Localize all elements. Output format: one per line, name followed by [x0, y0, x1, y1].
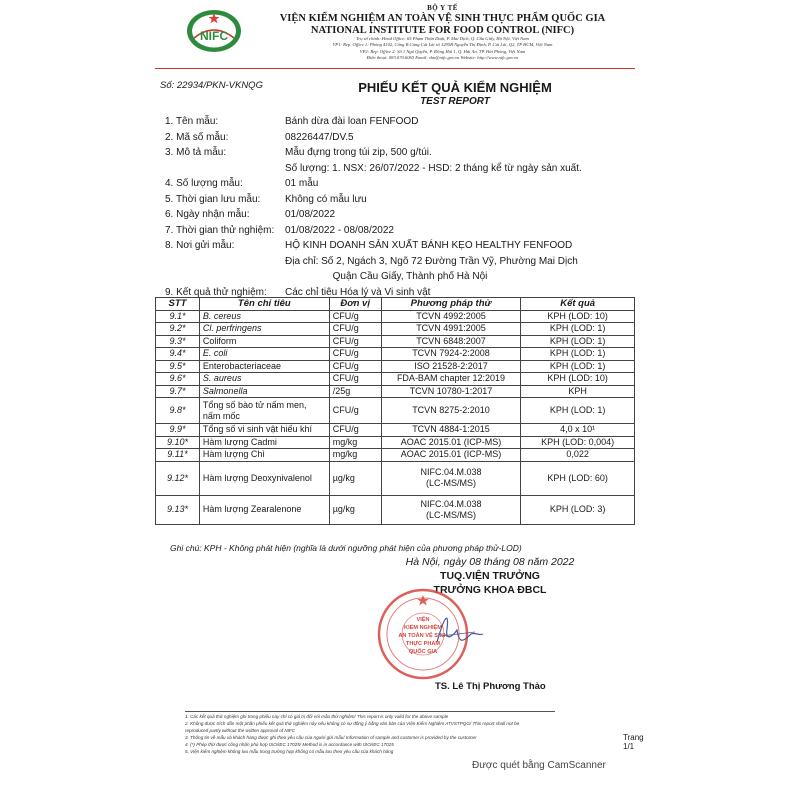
cell-method: AOAC 2015.01 (ICP-MS): [381, 436, 521, 449]
cell-unit: CFU/g: [329, 360, 381, 373]
cell-name: B. cereus: [199, 310, 329, 323]
info-value: 01/08/2022: [285, 209, 336, 220]
info-label: 5. Thời gian lưu mẫu:: [165, 193, 261, 205]
cell-result: 0,022: [521, 449, 635, 462]
info-value: Mẫu đựng trong túi zip, 500 g/túi.: [285, 147, 432, 158]
cell-stt: 9.10*: [156, 436, 200, 449]
method-line: NIFC.04.M.038: [420, 467, 482, 477]
cell-unit: CFU/g: [329, 335, 381, 348]
page-number: Trang 1/1: [623, 733, 644, 751]
cell-result: KPH (LOD: 3): [521, 495, 635, 524]
report-title-vn: PHIẾU KẾT QUẢ KIỂM NGHIỆM: [358, 80, 552, 95]
cell-stt: 9.7*: [156, 385, 200, 398]
info-label: 9. Kết quả thử nghiệm:: [165, 286, 267, 298]
cell-name: S. aureus: [199, 373, 329, 386]
results-table: [155, 297, 635, 525]
table-row: [156, 360, 635, 373]
info-value: 08226447/DV.5: [285, 131, 354, 143]
header-divider: [155, 68, 635, 69]
cell-stt: 9.4*: [156, 348, 200, 361]
cell-result: KPH (LOD: 10): [521, 373, 635, 386]
info-value: 01/08/2022 - 08/08/2022: [285, 224, 394, 236]
cell-name: Hàm lượng Chì: [199, 449, 329, 462]
info-label: 1. Tên mẫu:: [165, 116, 219, 127]
report-title-en: TEST REPORT: [420, 96, 490, 107]
table-row: [156, 335, 635, 348]
cell-result: KPH (LOD: 10): [521, 310, 635, 323]
table-row: [156, 398, 635, 424]
table-row: [156, 461, 635, 495]
institute-name-vn: VIỆN KIỂM NGHIỆM AN TOÀN VỆ SINH THỰC PHẨM QUỐC GIA: [279, 13, 606, 24]
cell-unit: /25g: [329, 385, 381, 398]
nifc-logo: [185, 8, 243, 54]
svg-text:KIỂM NGHIỆM: KIỂM NGHIỆM: [404, 625, 442, 631]
cell-name: Hàm lượng Cadmi: [199, 436, 329, 449]
scanner-watermark: Được quét bằng CamScanner: [472, 760, 606, 771]
table-row: [156, 385, 635, 398]
cell-stt: 9.6*: [156, 373, 200, 386]
cell-method: AOAC 2015.01 (ICP-MS): [381, 449, 521, 462]
cell-method: TCVN 6848:2007: [381, 335, 521, 348]
cell-result: 4,0 x 10¹: [521, 424, 635, 437]
signer-name: TS. Lê Thị Phương Thảo: [435, 681, 546, 692]
cell-stt: 9.13*: [156, 495, 200, 524]
address-line: VP2: Rep. Office 2: Số 1 Ngô Quyền, P. Đông Hải 1, Q. Hải An, TP. Hải Phòng, Việt Nam: [359, 48, 526, 54]
col-header-stt: STT: [156, 298, 200, 311]
info-value: Không có mẫu lưu: [285, 193, 367, 205]
cell-result: KPH (LOD: 1): [521, 398, 635, 424]
cell-method: TCVN 10780-1:2017: [381, 385, 521, 398]
col-header-unit: Đơn vị: [329, 298, 381, 311]
table-row: [156, 373, 635, 386]
cell-name: E. coli: [199, 348, 329, 361]
cell-unit: CFU/g: [329, 398, 381, 424]
info-row: [165, 256, 635, 272]
cell-result: KPH (LOD: 1): [521, 360, 635, 373]
info-value: Số lượng: 1. NSX: 26/07/2022 - HSD: 2 tháng kể từ ngày sản xuất.: [285, 162, 582, 174]
sample-info: [165, 116, 635, 302]
cell-result: KPH: [521, 385, 635, 398]
cell-unit: CFU/g: [329, 310, 381, 323]
cell-stt: 9.5*: [156, 360, 200, 373]
address-line: VP1: Rep. Office 1: Phòng 4102, Cổng B Càng Cát Lái số 1295B Nguyễn Thị Định, P. Cát Lái, Q2, TP HCM, Việt Nam: [332, 42, 553, 48]
cell-name: Coliform: [199, 335, 329, 348]
issue-date: Hà Nội, ngày 08 tháng 08 năm 2022: [405, 556, 575, 568]
cell-result: KPH (LOD: 1): [521, 335, 635, 348]
cell-method: [381, 495, 521, 524]
document-number: Số: 22934/PKN-VKNQG: [160, 80, 263, 91]
footer-note: 5. Viện kiểm nghiệm không lưu mẫu trong trường hợp không có mẫu lưu theo yêu cầu của khách hàng: [185, 749, 394, 755]
cell-unit: CFU/g: [329, 323, 381, 336]
institute-header: [250, 4, 635, 62]
cell-stt: 9.1*: [156, 310, 200, 323]
method-line: (LC-MS/MS): [425, 509, 476, 520]
cell-name: Cl. perfringens: [199, 323, 329, 336]
cell-stt: 9.3*: [156, 335, 200, 348]
cell-stt: 9.8*: [156, 398, 200, 424]
official-stamp: [375, 584, 485, 684]
cell-stt: 9.12*: [156, 461, 200, 495]
contact-line: Điện thoại: 083.070.6065 Email: vkn@nifc.gov.vn Website: http://www.nifc.gov.vn: [366, 55, 519, 61]
svg-text:THỰC PHẨM: THỰC PHẨM: [405, 641, 441, 647]
cell-stt: 9.2*: [156, 323, 200, 336]
address-line: Trụ sở chính: Head Office: 65 Phạm Thận Duật, P. Mai Dịch, Q. Cầu Giấy, Hà Nội, Việt Nam: [356, 36, 529, 41]
cell-method: TCVN 7924-2:2008: [381, 348, 521, 361]
info-row: [165, 209, 635, 225]
cell-name: Hàm lượng Zearalenone: [199, 495, 329, 524]
info-row: [165, 147, 635, 163]
institute-name-en: NATIONAL INSTITUTE FOR FOOD CONTROL (NIFC): [310, 25, 575, 36]
info-row: [165, 178, 635, 194]
cell-result: KPH (LOD: 60): [521, 461, 635, 495]
test-report-page: [155, 0, 644, 793]
cell-unit: mg/kg: [329, 449, 381, 462]
cell-stt: 9.11*: [156, 449, 200, 462]
info-label: 6. Ngày nhận mẫu:: [165, 209, 250, 220]
info-label: 3. Mô tả mẫu:: [165, 147, 227, 158]
footer-divider: [185, 711, 555, 712]
table-row: [156, 348, 635, 361]
info-row: [165, 132, 635, 148]
cell-method: [381, 461, 521, 495]
cell-name: Tổng số bào tử nấm men, nấm mốc: [199, 398, 329, 424]
footer-note: 1. Các kết quả thử nghiệm ghi trong phiếu này chỉ có giá trị đối với mẫu thử nghiệm/ This report is only valid for the above sample: [185, 714, 449, 719]
table-row: [156, 495, 635, 524]
info-row: [165, 163, 635, 179]
svg-text:VIỆN: VIỆN: [416, 617, 430, 623]
col-header-method: Phương pháp thử: [381, 298, 521, 311]
cell-method: ISO 21528-2:2017: [381, 360, 521, 373]
footer-note: 3. Thông tin về mẫu và khách hàng được ghi theo yêu cầu của người gửi mẫu/ Information of sample and customer is provided by the customer: [185, 735, 477, 741]
info-row: [165, 225, 635, 241]
table-row: [156, 310, 635, 323]
cell-name: Salmonella: [199, 385, 329, 398]
cell-result: KPH (LOD: 1): [521, 348, 635, 361]
cell-unit: µg/kg: [329, 461, 381, 495]
info-row: [165, 116, 635, 132]
footer-note: reproduced partly without the written approval of NIFC: [185, 728, 296, 734]
info-value: Quận Cầu Giấy, Thành phố Hà Nội: [332, 271, 488, 282]
info-label: 2. Mã số mẫu:: [165, 131, 229, 143]
table-row: [156, 449, 635, 462]
cell-method: TCVN 4884-1:2015: [381, 424, 521, 437]
info-row: [165, 194, 635, 210]
cell-result: KPH (LOD: 0,004): [521, 436, 635, 449]
cell-method: FDA-BAM chapter 12:2019: [381, 373, 521, 386]
cell-result: KPH (LOD: 1): [521, 323, 635, 336]
info-value: Các chỉ tiêu Hóa lý và Vi sinh vật: [285, 286, 431, 298]
table-row: [156, 323, 635, 336]
table-row: [156, 424, 635, 437]
footer-notes: [185, 713, 565, 756]
cell-unit: µg/kg: [329, 495, 381, 524]
footer-note: 2. Không được trích dẫn một phần phiếu kết quả thử nghiệm này nếu không có sự đồng ý bằng văn bản của Viện Kiểm Nghiệm ATVSTPQG/ This report shall not be: [185, 721, 520, 727]
info-value: Địa chỉ: Số 2, Ngách 3, Ngõ 72 Đường Trần Vỹ, Phường Mai Dịch: [285, 255, 578, 267]
footer-note: 4. (*) Phép thử được công nhận phù hợp ISO/IEC 17025/ Method is in accordance with ISO/IEC 17025: [185, 742, 394, 748]
cell-unit: mg/kg: [329, 436, 381, 449]
info-value: 01 mẫu: [285, 178, 319, 189]
svg-text:QUỐC GIA: QUỐC GIA: [408, 649, 438, 655]
cell-method: TCVN 4992:2005: [381, 310, 521, 323]
svg-text:NIFC: NIFC: [200, 29, 228, 43]
info-label: 4. Số lượng mẫu:: [165, 178, 243, 189]
info-label: 7. Thời gian thử nghiệm:: [165, 224, 275, 236]
table-row: [156, 436, 635, 449]
cell-method: TCVN 4991:2005: [381, 323, 521, 336]
cell-method: TCVN 8275-2:2010: [381, 398, 521, 424]
info-value: HỘ KINH DOANH SẢN XUẤT BÁNH KẸO HEALTHY FENFOOD: [285, 240, 573, 251]
info-label: 8. Nơi gửi mẫu:: [165, 240, 235, 251]
ministry-name: BỘ Y TẾ: [427, 4, 458, 12]
table-note: Ghi chú: KPH - Không phát hiện (nghĩa là dưới ngưỡng phát hiện của phương pháp thử-LOD): [170, 543, 522, 553]
info-value: Bánh dừa đài loan FENFOOD: [285, 116, 419, 127]
cell-unit: CFU/g: [329, 348, 381, 361]
cell-unit: CFU/g: [329, 424, 381, 437]
svg-text:AN TOÀN VỆ SINH: AN TOÀN VỆ SINH: [398, 633, 448, 639]
cell-name: Tổng số vi sinh vật hiếu khí: [199, 424, 329, 437]
department-head-line: TRƯỞNG KHOA ĐBCL: [433, 584, 547, 596]
authority-line: TUQ.VIỆN TRƯỞNG: [440, 570, 540, 582]
info-row: [165, 240, 635, 256]
cell-unit: CFU/g: [329, 373, 381, 386]
cell-stt: 9.9*: [156, 424, 200, 437]
cell-name: Enterobacteriaceae: [199, 360, 329, 373]
col-header-name: Tên chỉ tiêu: [199, 298, 329, 311]
col-header-result: Kết quả: [521, 298, 635, 311]
method-line: (LC-MS/MS): [425, 478, 476, 488]
info-row: [165, 271, 635, 287]
table-header-row: [156, 298, 635, 311]
method-line: NIFC.04.M.038: [420, 498, 482, 509]
cell-name: Hàm lượng Deoxynivalenol: [199, 461, 329, 495]
